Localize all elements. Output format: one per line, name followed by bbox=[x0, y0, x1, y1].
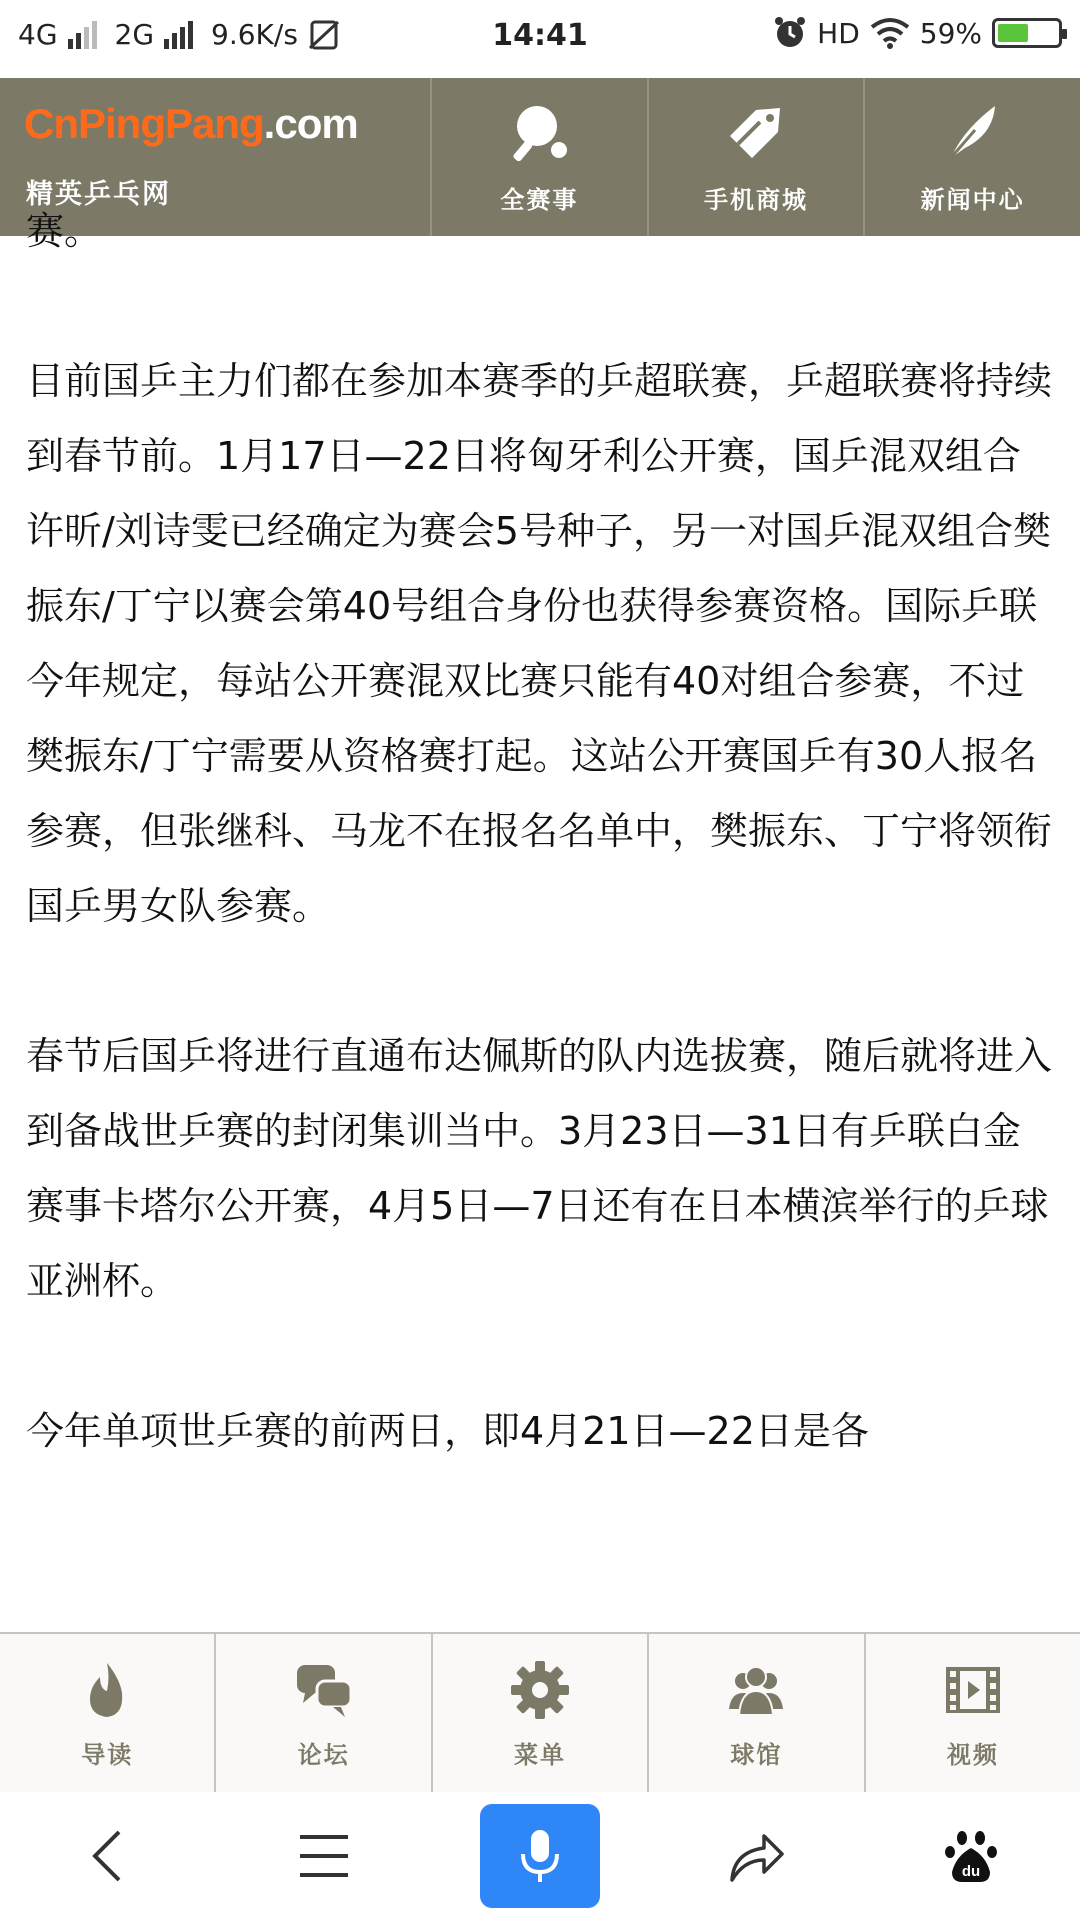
network-label-4g: 4G bbox=[18, 18, 58, 51]
people-icon bbox=[725, 1659, 787, 1721]
share-button[interactable] bbox=[696, 1801, 816, 1911]
status-bar bbox=[0, 0, 1080, 78]
toolbar-guide[interactable] bbox=[0, 1634, 214, 1794]
alarm-icon bbox=[773, 16, 807, 50]
article-fragment: 赛。 bbox=[26, 209, 103, 253]
site-name: 精英乒乓网 bbox=[26, 179, 171, 210]
baidu-button[interactable] bbox=[912, 1801, 1032, 1911]
article-body bbox=[26, 209, 1056, 1632]
share-icon bbox=[726, 1828, 786, 1884]
site-logo[interactable]: CnPingPang.com bbox=[24, 100, 358, 147]
network-speed: 9.6K/s bbox=[211, 18, 298, 51]
gear-icon bbox=[509, 1659, 571, 1721]
menu-button[interactable] bbox=[264, 1801, 384, 1911]
bottom-toolbar bbox=[0, 1632, 1080, 1794]
fire-icon bbox=[76, 1659, 138, 1721]
tab-label: 新闻中心 bbox=[920, 185, 1025, 214]
pingpong-paddle-icon bbox=[507, 100, 571, 164]
toolbar-label: 导读 bbox=[81, 1740, 134, 1769]
battery-icon bbox=[992, 18, 1062, 48]
toolbar-venues[interactable] bbox=[647, 1634, 863, 1794]
baidu-label: du bbox=[961, 1863, 981, 1880]
browser-nav-bar bbox=[0, 1792, 1080, 1920]
toolbar-menu[interactable] bbox=[431, 1634, 647, 1794]
film-icon bbox=[942, 1659, 1004, 1721]
chat-bubbles-icon bbox=[293, 1659, 355, 1721]
signal-icon bbox=[164, 21, 193, 49]
article-paragraph: 春节后国乒将进行直通布达佩斯的队内选拔赛，随后就将进入到备战世乒赛的封闭集训当中。3月23日—31日有乒联白金赛事卡塔尔公开赛，4月5日—7日还有在日本横滨举行的乒球亚洲杯。 bbox=[26, 1034, 1053, 1303]
menu-icon bbox=[296, 1831, 352, 1881]
wifi-icon bbox=[870, 17, 910, 49]
toolbar-label: 论坛 bbox=[297, 1740, 350, 1769]
toolbar-label: 球馆 bbox=[730, 1740, 783, 1769]
article-paragraph: 目前国乒主力们都在参加本赛季的乒超联赛，乒超联赛将持续到春节前。1月17日—22日将匈牙利公开赛，国乒混双组合许昕/刘诗雯已经确定为赛会5号种子，另一对国乒混双组合樊振东/丁宁以赛会第40号组合身份也获得参赛资格。国际乒联今年规定，每站公开赛混双比赛只能有40对组合参赛，不过樊振东/丁宁需要从资格赛打起。这站公开赛国乒有30人报名参赛，但张继科、马龙不在报名名单中，樊振东、丁宁将领衔国乒男女队参赛。 bbox=[26, 359, 1053, 928]
no-sim-icon bbox=[308, 20, 342, 50]
back-icon bbox=[83, 1826, 133, 1886]
article-paragraph: 今年单项世乒赛的前两日，即4月21日—22日是各 bbox=[26, 1409, 869, 1453]
tab-label: 全赛事 bbox=[500, 185, 579, 214]
tab-label: 手机商城 bbox=[704, 185, 808, 214]
toolbar-forum[interactable] bbox=[214, 1634, 430, 1794]
hd-label: HD bbox=[817, 16, 860, 50]
baidu-paw-icon bbox=[942, 1826, 1002, 1886]
status-time: 14:41 bbox=[492, 18, 588, 53]
signal-icon bbox=[68, 21, 97, 49]
voice-search-button[interactable] bbox=[480, 1804, 600, 1908]
toolbar-video[interactable] bbox=[864, 1634, 1080, 1794]
battery-percent: 59% bbox=[919, 16, 982, 50]
status-right bbox=[773, 16, 1062, 50]
toolbar-label: 菜单 bbox=[514, 1740, 567, 1769]
network-label-2g: 2G bbox=[114, 18, 155, 51]
microphone-icon bbox=[517, 1826, 563, 1886]
back-button[interactable] bbox=[48, 1801, 168, 1911]
feather-icon bbox=[941, 100, 1005, 164]
status-left bbox=[18, 18, 342, 51]
price-tag-icon bbox=[724, 100, 788, 164]
toolbar-label: 视频 bbox=[946, 1740, 999, 1769]
